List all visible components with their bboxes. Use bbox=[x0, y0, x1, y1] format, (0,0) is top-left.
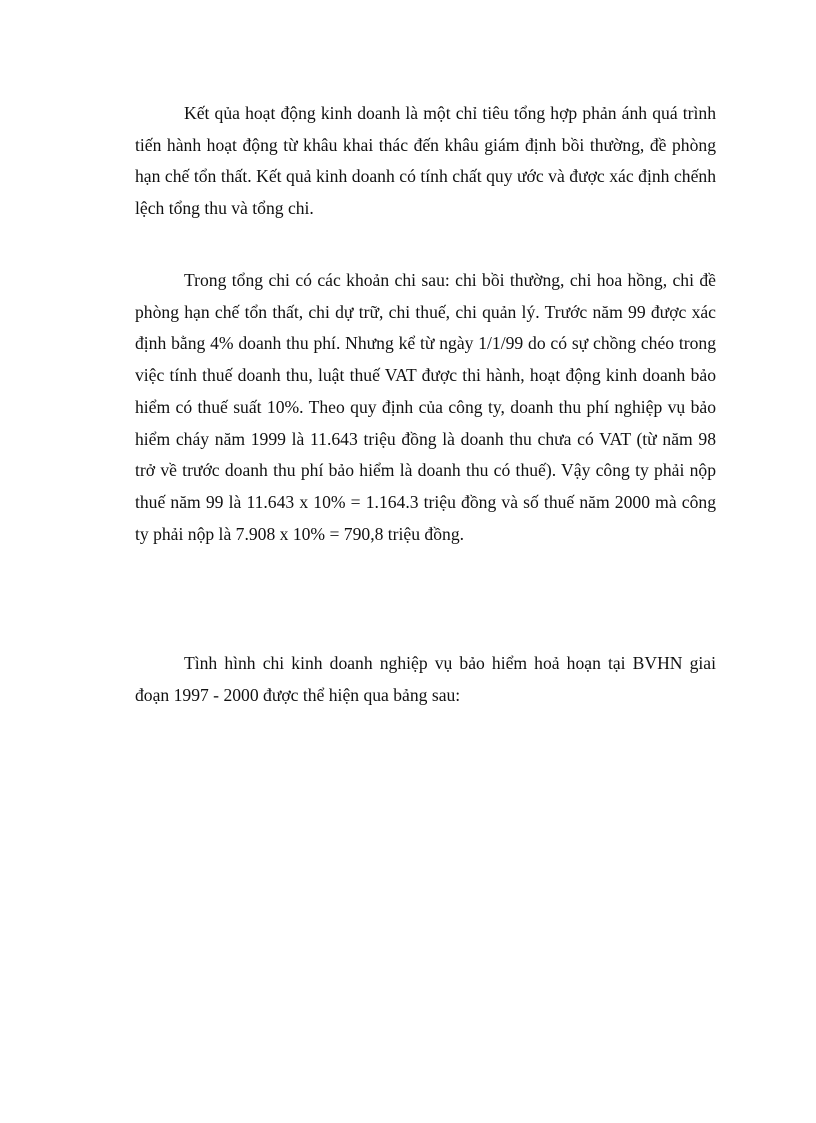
paragraph-business-results: Kết qủa hoạt động kinh doanh là một chỉ tiêu tổng hợp phản ánh quá trình tiến hành hoạt động từ khâu khai thác đến khâu giám định bồi thường, đề phòng hạn chế tổn thất. Kết quả kinh doanh có tính chất quy ước và được xác định chếnh lệch tổng thu và tổng chi. bbox=[135, 103, 716, 219]
paragraph-table-intro: Tình hình chi kinh doanh nghiệp vụ bảo hiểm hoả hoạn tại BVHN giai đoạn 1997 - 2000 được thể hiện qua bảng sau: bbox=[135, 653, 716, 705]
paragraph-expense-items: Trong tổng chi có các khoản chi sau: chi bồi thường, chi hoa hồng, chi đề phòng hạn chế tổn thất, chi dự trữ, chi thuế, chi quản lý. Trước năm 99 được xác định bằng 4% doanh thu phí. Nhưng kể từ ngày 1/1/99 do có sự chồng chéo trong việc tính thuế doanh thu, luật thuế VAT được thi hành, hoạt động kinh doanh bảo hiểm có thuế suất 10%. Theo quy định của công ty, doanh thu phí nghiệp vụ bảo hiểm cháy năm 1999 là 11.643 triệu đồng là doanh thu chưa có VAT (từ năm 98 trở về trước doanh thu phí bảo hiểm là doanh thu có thuế). Vậy công ty phải nộp thuế năm 99 là 11.643 x 10% = 1.164.3 triệu đồng và số thuế năm 2000 mà công ty phải nộp là 7.908 x 10% = 790,8 triệu đồng. bbox=[135, 270, 716, 544]
